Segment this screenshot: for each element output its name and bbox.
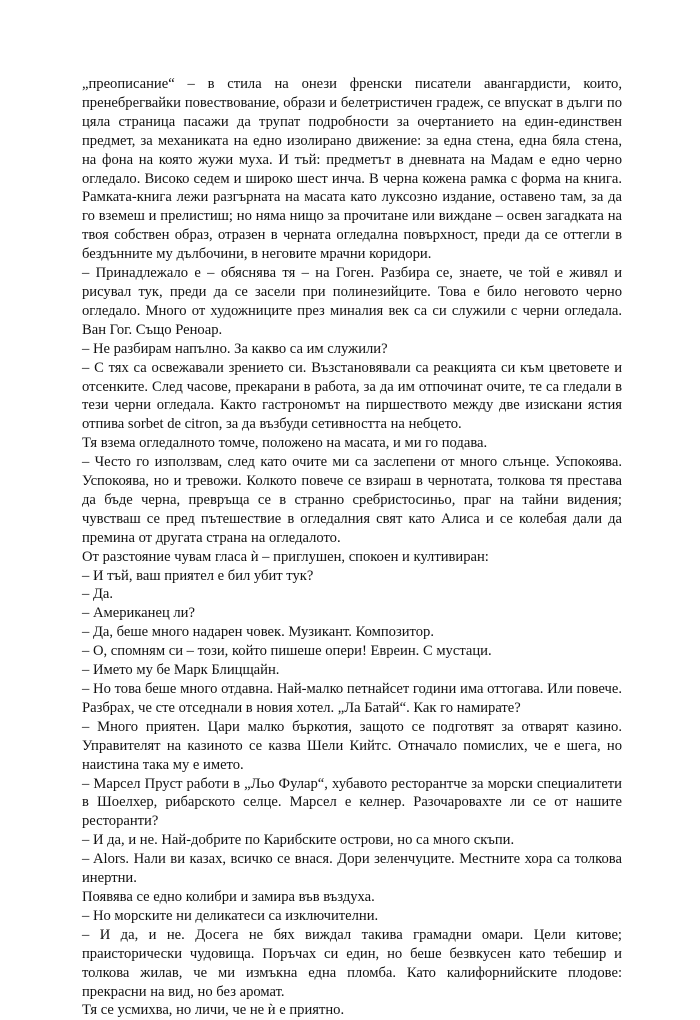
paragraph-refresh-vision: – С тях са освежавали зрението си. Възстановявали са реакцията си към цветовете и отсенките. След часове, прекарани в работа, за да им отпочинат очите, те са гледали в тези черни огледала. Както гастрономът на пиршеството между две изискани ястия отпива sorbet de citron, за да възбуди сетивността на небцето. — [82, 359, 622, 433]
paragraph-often-use: – Често го използвам, след като очите ми са заслепени от много слънце. Успокоява. Успокоява, но и тревожи. Колкото повече се взираш в чернотата, толкова тя престава да бъде черна, превръща се в странно сребристосиньо, праг на тайни видения; чувстваш се пред пътешествие в огледалния свят като Алиса и се колебая дали да премина от другата страна на огледалото. — [82, 454, 622, 546]
paragraph-friend-killed: – И тъй, ваш приятел е бил убит тук? — [82, 567, 314, 584]
paragraph-proust: – Марсел Пруст работи в „Льо Фулар“, хубавото ресторантче за морски специалитети в Шоелхер, рибарското селце. Марсел е келнер. Разочаровахте ли се от нашите ресторанти? — [82, 775, 622, 830]
paragraph-lobsters: – И да, и не. Досега не бях виждал такива грамадни омари. Цели китове; праисторически чудовища. Поръчах си един, но беше безвкусен като тебешир и толкова жилав, че ми измъкна една пломба. Като калифорнийските плодове: прекрасни на вид, но без аромат. — [82, 926, 622, 1000]
paragraph-smile: Тя се усмихва, но личи, че не ѝ е приятно. — [82, 1002, 345, 1019]
paragraph-alors: – Alors. Нали ви казах, всичко се внася. Дори зеленчуците. Местните хора са толкова инертни. — [82, 851, 622, 887]
paragraph-question: – Не разбирам напълно. За какво са им служили? — [82, 340, 388, 357]
paragraph-description: „преописание“ – в стила на онези френски писатели авангардисти, които, пренебрегвайки повествование, образи и белетристичен градеж, се впускат в дълги по цяла страница пасажи да трупат подробности за очертанието на един-единствен предмет, за механиката на едно изолирано движение: за една стена, една бяла стена, на фона на която жужи муха. И тъй: предметът в дневната на Мадам е едно черно огледало. Високо седем и широко шест инча. В черна кожена рамка с форма на книга. Рамката-книга лежи разгърната на масата като луксозно издание, оставено там, за да го вземеш и прелистиш; но няма нищо за прочитане или виждане – освен загадката на твоя собствен образ, отразен в черната огледална повърхност, преди да се оттегли в бездънните му дълбочини, в неговите мрачни коридори. — [82, 76, 622, 263]
paragraph-long-ago: – Но това беше много отдавна. Най-малко петнайсет години има оттогава. Или повече. Разбрах, че сте отседнали в новия хотел. „Ла Батай“. Как го намирате? — [82, 681, 622, 716]
paragraph-yes: – Да. — [82, 586, 114, 603]
paragraph-composer: – Да, беше много надарен човек. Музикант. Композитор. — [82, 624, 434, 641]
paragraph-hands-mirror: Тя взема огледалното томче, положено на масата, и ми го подава. — [82, 435, 488, 452]
paragraph-hummingbird: Появява се едно колибри и замира във въздуха. — [82, 888, 375, 905]
paragraph-seafood: – Но морските ни деликатеси са изключителни. — [82, 907, 379, 924]
document-page — [82, 75, 622, 1020]
paragraph-casino: – Много приятен. Цари малко бъркотия, защото се подготвят за отварят казино. Управителят на казиното се казва Шели Кийтс. Отначало помислих, че е шега, но наистина така му е името. — [82, 718, 622, 773]
paragraph-voice: От разстояние чувам гласа ѝ – приглушен, спокоен и култивиран: — [82, 548, 489, 565]
paragraph-operas: – О, спомням си – този, който пишеше опери! Евреин. С мустаци. — [82, 643, 492, 660]
paragraph-name: – Името му бе Марк Блицщайн. — [82, 662, 280, 679]
paragraph-expensive: – И да, и не. Най-добрите по Карибските острови, но са много скъпи. — [82, 832, 515, 849]
paragraph-american: – Американец ли? — [82, 605, 195, 622]
paragraph-gauguin: – Принадлежало е – обяснява тя – на Гоген. Разбира се, знаете, че той е живял и рисувал тук, преди да се засели при полинезийците. Това е било неговото черно огледало. Много от художниците през миналия век са си служили с черни огледала. Ван Гог. Също Реноар. — [82, 265, 622, 338]
